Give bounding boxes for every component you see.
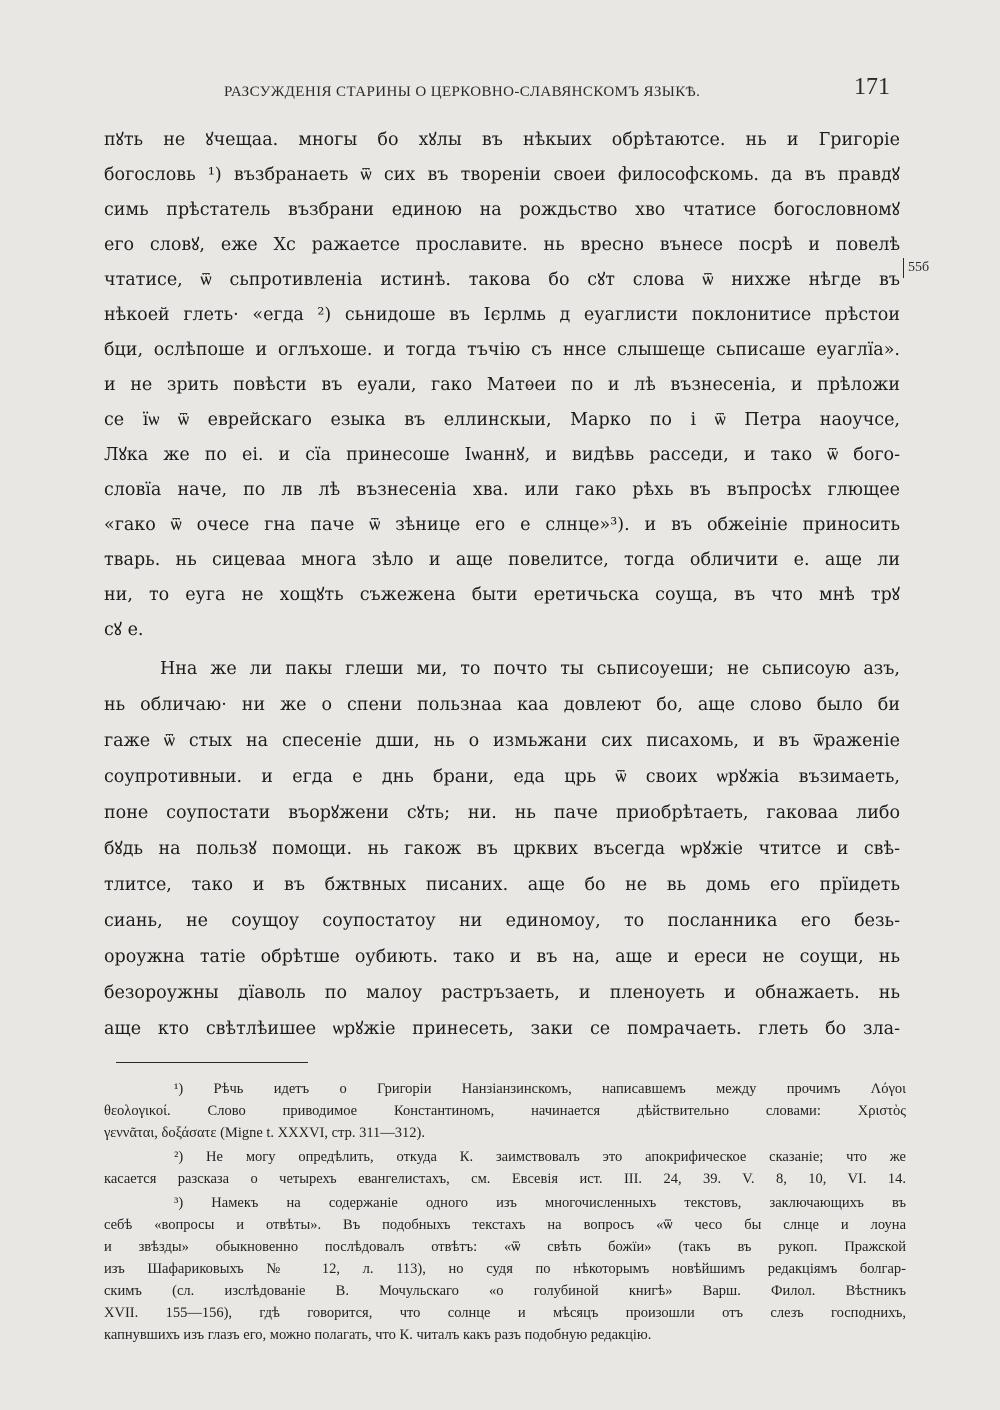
text-line: гаже ѿ стых на спесеніе дши, нь о измьжани сих писахомь, и въ ѿраженіе — [104, 731, 900, 751]
text-line: бꙋдь на пользꙋ помощи. нь гакож въ црквих въсегда ѡрꙋжіе чтитсе и свѣ- — [104, 839, 900, 859]
footnote-line: себѣ «вопросы и отвѣты». Въ подобныхъ текстахъ на вопросъ «ѿ чесо бы слнце и лоуна — [104, 1217, 906, 1233]
text-line: бци, ослѣпоше и оглъхоше. и тогда тъчію съ ннсе слышеще сьписаше еуаглїа». — [104, 340, 900, 360]
text-line: се їѡ ѿ еврейскаго езыка въ еллинскыи, Марко по і ѿ Петра наоучсе, — [104, 410, 900, 430]
footnote-line: ³) Намекъ на содержаніе одного изъ многочисленныхъ текстовъ, заключающихъ въ — [174, 1195, 906, 1211]
margin-folio-note: 55б — [903, 258, 929, 278]
text-line: поне соупостати въорꙋжени сꙋть; ни. нь паче приобрѣтаеть, гаковаа либо — [104, 803, 900, 823]
footnote-line: капнувшихъ изъ глазъ его, можно полагать, что К. читалъ какъ разъ подобную редакцію. — [104, 1327, 652, 1343]
text-line: ни, то еуга не хощꙋть съжежена быти еретичьска соуща, въ что мнѣ трꙋ — [104, 585, 900, 605]
footnote-separator — [116, 1062, 308, 1063]
footnote-line: изъ Шафариковыхъ № 12, л. 113), но судя по нѣкоторымъ новѣйшимъ редакціямъ болгар- — [104, 1261, 906, 1277]
footnote-line: скимъ (сл. изслѣдованіе В. Мочульскаго «о голубиной книгѣ» Варш. Филол. Вѣстникъ — [104, 1283, 906, 1299]
text-line: нь обличаю· ни же о спени пользнаа каа довлеют бо, аще слово было би — [104, 695, 900, 715]
footnote-line: ²) Не могу опредѣлить, откуда К. заимствовалъ это апокрифическое сказаніе; что же — [174, 1149, 906, 1165]
text-line: нѣкоей глеть· «егда ²) сьнидоше въ Ієрлмь д еуаглисти поклонитисе прѣстои — [104, 305, 900, 325]
text-line: безороужны дїаволь по малоу растръзаеть, и пленоуеть и обнажаеть. нь — [104, 983, 900, 1003]
footnote-line: касается разсказа о четырехъ евангелистахъ, см. Евсевія ист. III. 24, 39. V. 8, 10, VI. 14. — [104, 1171, 906, 1187]
text-line: сиань, не соущоу соупостатоу ни единомоу, то посланника его безь- — [104, 911, 900, 931]
text-line: и не зрить повѣсти въ еуали, гако Матѳеи по и лѣ възнесеніа, и прѣложи — [104, 375, 900, 395]
footnote-line: XVII. 155—156), гдѣ говорится, что солнце и мѣсяцъ произошли отъ слезъ господнихъ, — [104, 1305, 906, 1321]
text-line: пꙋть не ꙋчещаа. многы бо хꙋлы въ нѣкыих обрѣтаютсе. нь и Григоріе — [104, 130, 900, 150]
text-line: тлитсе, тако и въ бжтвных писаних. аще бо не вь домь его прїидеть — [104, 875, 900, 895]
text-line: «гако ѿ очесе гна паче ѿ зѣнице его е слнце»³). и въ обжеініе приносить — [104, 515, 900, 535]
text-line: ороужна татіе обрѣтше оубиють. тако и въ на, аще и ереси не соущи, нь — [104, 947, 900, 967]
page-number: 171 — [854, 74, 890, 100]
text-line: его словꙋ, еже Хс ражаетсе прославите. нь вресно вънесе посрѣ и повелѣ — [104, 235, 900, 255]
footnote-line: ¹) Рѣчь идетъ о Григоріи Нанзіанзинскомъ, написавшемъ между прочимъ Λόγοι — [174, 1081, 906, 1097]
text-line: чтатисе, ѿ сьпротивленіа истинѣ. такова бо сꙋт слова ѿ нихже нѣгде въ — [104, 270, 900, 290]
footnote-line: θεολογικοί. Слово приводимое Константиномъ, начинается дѣйствительно словами: Χριστὸς — [104, 1103, 906, 1119]
running-title: РАЗСУЖДЕНІЯ СТАРИНЫ О ЦЕРКОВНО-СЛАВЯНСКОМЪ ЯЗЫКѢ. — [224, 84, 701, 100]
text-line: соупротивныи. и егда е днь брани, еда црь ѿ своих ѡрꙋжіа възимаеть, — [104, 767, 900, 787]
page-header — [96, 74, 896, 108]
footnote-line: и звѣзды» обыкновенно послѣдовалъ отвѣтъ: «ѿ свѣть божїи» (такъ въ рукоп. Пражской — [104, 1239, 906, 1255]
text-line: Нна же ли пакы глеши ми, то почто ты сьписоуеши; не сьписоую азъ, — [160, 659, 900, 679]
text-line: тварь. нь сицеваа многа зѣло и аще повелитсе, тогда обличити е. аще ли — [104, 550, 900, 570]
text-line: симь прѣстатель възбрани единою на рождьство хво чтатисе богословномꙋ — [104, 200, 900, 220]
text-line: Лꙋка же по еі. и сїа принесоше Іѡаннꙋ, и видѣвь расседи, и тако ѿ бого- — [104, 445, 900, 465]
text-line: сꙋ е. — [104, 620, 144, 640]
text-line: аще кто свѣтлѣишее ѡрꙋжіе принесеть, заки се помрачаеть. глеть бо зла- — [104, 1019, 900, 1039]
text-line: словїа наче, по лв лѣ възнесеніа хва. или гако рѣхь въ въпросѣх глющее — [104, 480, 900, 500]
text-line: богословь ¹) възбранаеть ѿ сих въ твореніи своеи философскомь. да въ правдꙋ — [104, 165, 900, 185]
footnote-line: γεννᾶται, δοξάσατε (Migne t. XXXVI, стр. 311—312). — [104, 1125, 426, 1141]
